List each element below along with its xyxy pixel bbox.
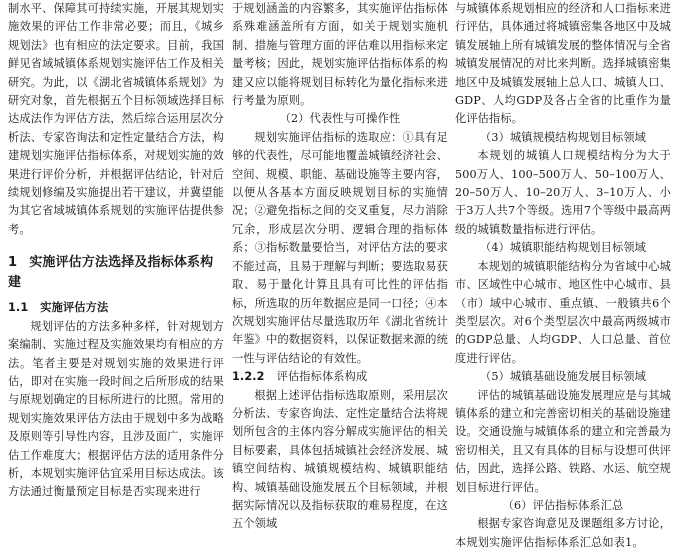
section-1-heading (8, 253, 224, 293)
indicator-system-paragraph: 根据上述评估指标选取原则，采用层次分析法、专家咨询法、定性定量结合法将规划所包含的主体内容分解成实施评估的相关目标要素，具体包括城镇社会经济发展、城镇空间结构、城镇规模结构、城镇职能结构、城镇基础设施发展五个目标领域，并根据实际情况以及指标获取的难易程度，在这五个领域 (232, 388, 448, 531)
representativeness-paragraph: 规划实施评估指标的选取应：①具有足够的代表性，尽可能地覆盖城镇经济社会、空间、规模、职能、基础设施等主要内容，以便从各基本方面反映规划目标的实施情况；②避免指标之间的交叉重复，尽力消除冗余，形成层次分明、逻辑合理的指标体系；③指标数量要恰当，对评估方法的要求不能过高，且易于理解与判断；要选取易获取、易于量化计算且具有可比性的评估指标，所选取的历年数据应是同一口径；④本次规划实施评估尽量选取历年《湖北省统计年鉴》中的数据资料，以保证数据来源的统一性与评估结论的有效性。 (232, 130, 448, 365)
intro-paragraph: 制水平、保障其可持续实施，开展其规划实施效果的评估工作非常必要；而且，《城乡规划法》也有相应的法定要求。目前，我国鲜见省域城镇体系规划实施评估工作及相关研究。为此，以《湖北省城镇体系规划》为研究对象，首先根据五个目标领域选择目标达成法作为评估方法，然后综合运用层次分析法、专家咨询法和定性定量结合方法，构建规划实施评估指标体系，对规划实施的效果进行评价分析，并根据评估结论，针对后续规划修编及实施提出若干建议，并冀望能为其它省域城镇体系规划的实施评估提供参考。 (8, 2, 224, 236)
subsection-number: 1.1 (8, 301, 29, 315)
column-middle (232, 0, 448, 534)
subheading-scale-structure: （3）城镇规模结构规划目标领域 (480, 130, 646, 144)
continued-paragraph: 于规划涵盖的内容繁多，其实施评估指标体系殊难涵盖所有方面，如关于规划实施机制、措施与管理方面的评估难以用指标来定量考核；因此，规划实施评估指标体系的构建又应以能将规划目标转化为量化指标来进行考量为原则。 (232, 2, 448, 108)
subsection-number: 1.2.2 (232, 370, 265, 384)
section-title: 实施评估方法选择及指标体系构建 (8, 255, 214, 291)
method-paragraph: 规划评估的方法多种多样，针对规划方案编制、实施过程及实施效果均有相应的方法。笔者主要是对规划实施的效果进行评估，即对在实施一段时间之后所形成的结果与原规划确定的目标所进行的比照。常用的规划实施效果评估方法由于规划中多为战略及原则等引导性内容，且涉及面广，实施评估工作难度大；根据评估方法的适用条件分析，本规划实施评估宜采用目标达成法。该方法通过衡量预定目标是否实现来进行 (8, 319, 224, 499)
column-left (8, 0, 224, 502)
section-1-2-2-heading (232, 368, 448, 386)
subsection-title: 实施评估方法 (40, 301, 109, 315)
subsection-title: 评估指标体系构成 (276, 370, 368, 384)
summary-paragraph: 根据专家咨询意见及课题组多方讨论，本规划实施评估指标体系汇总如表1。 (455, 517, 671, 549)
section-number: 1 (8, 255, 18, 271)
column-right (455, 0, 671, 552)
function-structure-paragraph: 本规划的城镇职能结构分为省域中心城市、区域性中心城市、地区性中心城市、县（市）域中心城市、重点镇、一般镇共6个类型层次。对6个类型层次中最高两级城市的GDP总量、人均GDP、人口总量、首位度进行评估。 (455, 259, 671, 365)
subheading-representativeness: （2）代表性与可操作性 (279, 112, 401, 126)
subheading-infrastructure: （5）城镇基础设施发展目标领域 (480, 370, 646, 384)
section-1-1-heading (8, 299, 224, 317)
scale-structure-paragraph: 本规划的城镇人口规模结构分为大于500万人、100–500万人、50–100万人、20–50万人、10–20万人、3–10万人、小于3万人共7个等级。选用7个等级中最高两级的城镇数量指标进行评估。 (455, 149, 671, 236)
subheading-summary: （6）评估指标体系汇总 (502, 498, 624, 512)
infrastructure-paragraph: 评估的城镇基础设施发展理应是与其城镇体系的建立和完善密切相关的基础设施建设。交通设施与城镇体系的建立和完善最为密切相关，且又有具体的目标与设想可供评估，因此，选择公路、铁路、水运、航空规划目标进行评估。 (455, 388, 671, 494)
subheading-function-structure: （4）城镇职能结构规划目标领域 (480, 241, 646, 255)
continued-paragraph: 与城镇体系规划相应的经济和人口指标来进行评估，具体通过将城镇密集各地区中及城镇发展轴上所有城镇发展的整体情况与全省城镇发展情况的对比来判断。选择城镇密集地区中及城镇发展轴上总人口、城镇人口、GDP、人均GDP及各占全省的比重作为量化评估指标。 (455, 2, 671, 126)
